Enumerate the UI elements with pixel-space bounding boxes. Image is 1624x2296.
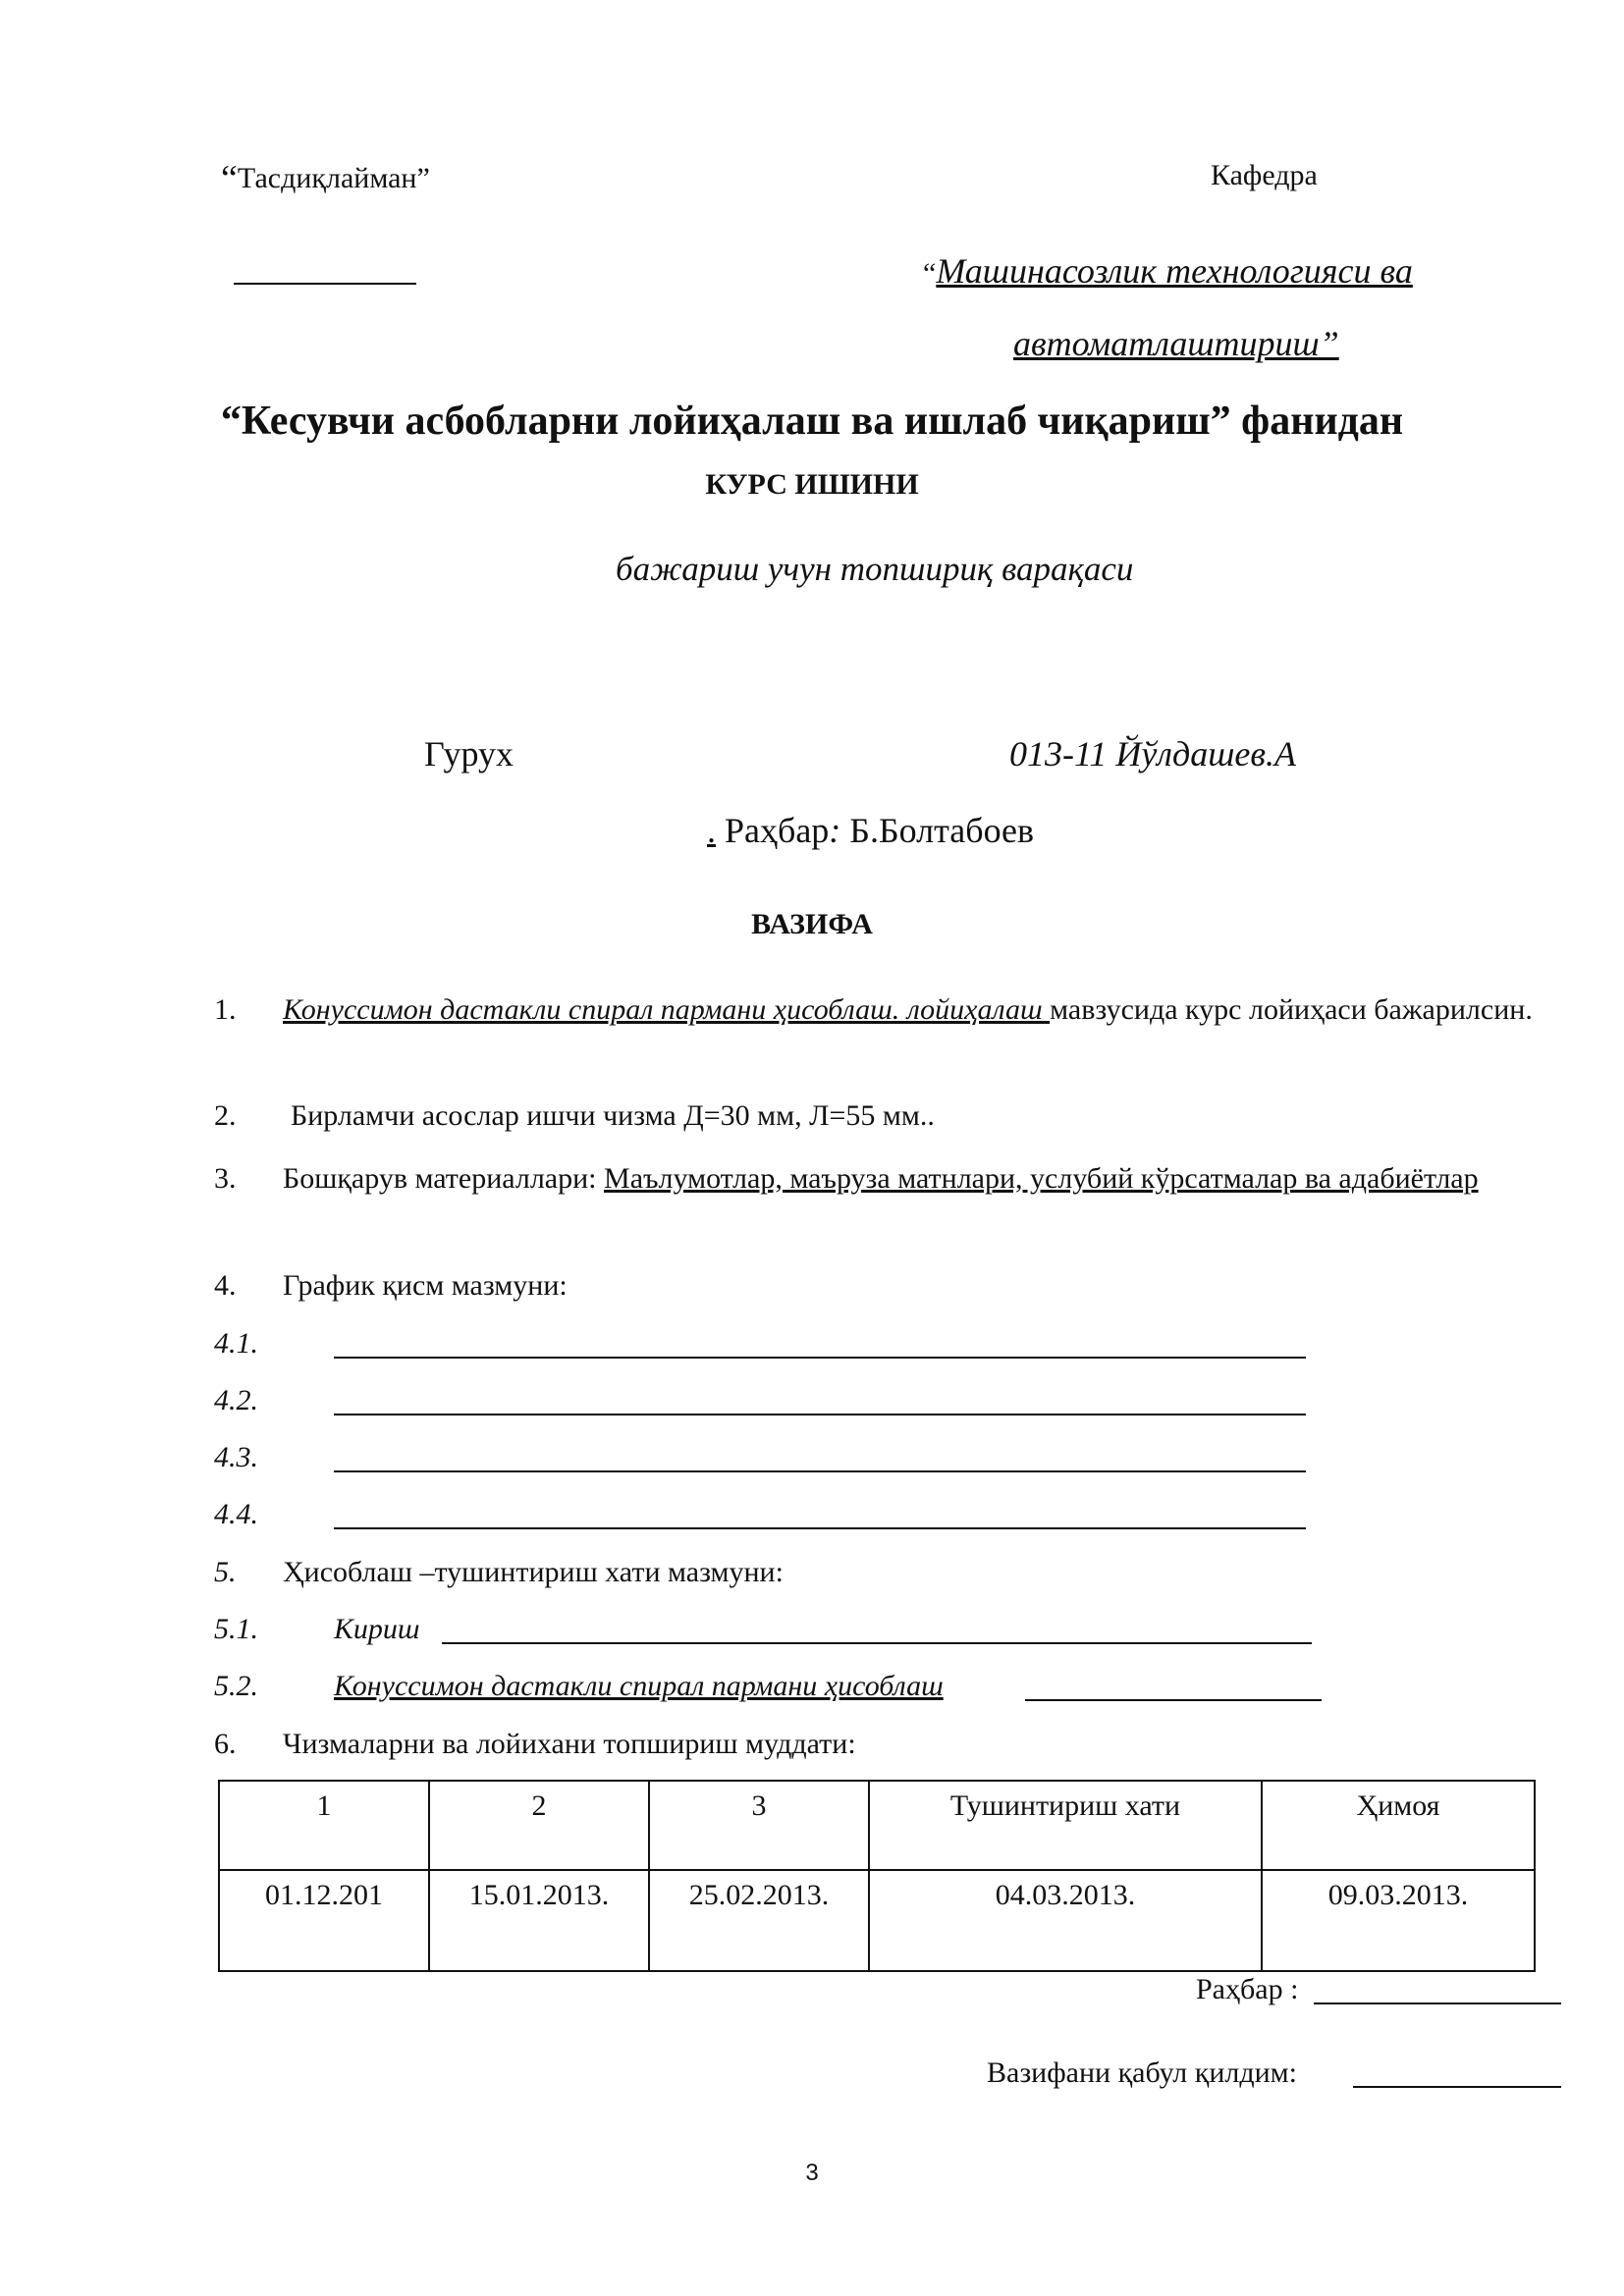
task-item-5: Ҳисоблаш –тушинтириш хати мазмуни:: [283, 1556, 784, 1588]
group-value: 013-11 Йўлдашев.А: [1009, 734, 1296, 774]
schedule-header-cell: 2: [429, 1781, 649, 1870]
task-item-3: 3. Бошқарув материаллари: Маълумотлар, маъруза матнлари, услубий кўрсатмалар ва адабиётлар: [214, 1162, 1479, 1195]
task-item-2: Бирламчи асослар ишчи чизма Д=30 мм, Л=55 мм..: [291, 1099, 935, 1132]
task-item-5-num: 5.: [214, 1556, 237, 1588]
task-item-1: 1. Конуссимон дастакли спирал пармани ҳисоблаш. лойиҳалаш мавзусида курс лойиҳаси бажарилсин.: [214, 993, 1533, 1026]
advisor-sign-label: Раҳбар :: [1196, 1973, 1299, 2005]
schedule-header-cell: Ҳимоя: [1262, 1781, 1535, 1870]
schedule-header-cell: Тушинтириш хати: [869, 1781, 1262, 1870]
sub-item-4-4-line: [334, 1527, 1306, 1529]
schedule-date-cell: 01.12.201: [219, 1870, 429, 1971]
sub-item-5-1-num: 5.1.: [214, 1613, 258, 1645]
advisor-sign-line: [1314, 2002, 1561, 2004]
sub-item-5-2: Конуссимон дастакли спирал пармани ҳисоблаш: [334, 1670, 944, 1702]
department-name-line-1: “Машинасозлик технологияси ва: [923, 251, 1413, 291]
sub-item-4-4: 4.4.: [214, 1498, 258, 1530]
page-number: 3: [805, 2160, 819, 2186]
department-name-line-2: автоматлаштириш”: [1013, 324, 1339, 363]
group-label: Гурух: [424, 734, 514, 774]
sub-item-4-2-line: [334, 1414, 1306, 1415]
approve-label: “Тасдиқлайман”: [221, 158, 430, 199]
accepted-sign-line: [1353, 2086, 1561, 2088]
schedule-date-row: [219, 1870, 1535, 1971]
schedule-header-cell: 3: [649, 1781, 869, 1870]
task-heading: ВАЗИФА: [751, 908, 873, 940]
task-item-6-num: 6.: [214, 1728, 237, 1760]
approve-signature-line: [234, 283, 416, 285]
schedule-date-cell: 25.02.2013.: [649, 1870, 869, 1971]
sub-item-5-1-line: [442, 1642, 1312, 1644]
sub-item-4-1: 4.1.: [214, 1327, 258, 1360]
task-item-2-num: 2.: [214, 1099, 237, 1132]
advisor-line: . Раҳбар: Б.Болтабоев: [707, 811, 1035, 850]
schedule-header-row: [219, 1781, 1535, 1870]
sub-item-4-3: 4.3.: [214, 1441, 258, 1473]
course-work-title: КУРС ИШИНИ: [705, 468, 919, 501]
sub-item-5-2-line: [1025, 1699, 1322, 1701]
accepted-label: Вазифани қабул қилдим:: [987, 2056, 1297, 2089]
department-label: Кафедра: [1211, 159, 1318, 191]
schedule-table: [218, 1780, 1536, 1972]
task-sheet-subtitle: бажариш учун топшириқ варақаси: [616, 550, 1134, 588]
schedule-date-cell: 04.03.2013.: [869, 1870, 1262, 1971]
task-item-4: График қисм мазмуни:: [283, 1269, 568, 1302]
subject-title: “Кесувчи асбобларни лойиҳалаш ва ишлаб чиқариш” фанидан: [220, 399, 1404, 444]
schedule-header-cell: 1: [219, 1781, 429, 1870]
sub-item-5-2-num: 5.2.: [214, 1670, 258, 1702]
sub-item-4-2: 4.2.: [214, 1384, 258, 1416]
sub-item-5-1: Кириш: [334, 1613, 420, 1645]
schedule-date-cell: 15.01.2013.: [429, 1870, 649, 1971]
task-item-6: Чизмаларни ва лойихани топшириш муддати:: [283, 1728, 856, 1760]
sub-item-4-3-line: [334, 1470, 1306, 1472]
task-item-4-num: 4.: [214, 1269, 237, 1302]
sub-item-4-1-line: [334, 1357, 1306, 1359]
schedule-date-cell: 09.03.2013.: [1262, 1870, 1535, 1971]
